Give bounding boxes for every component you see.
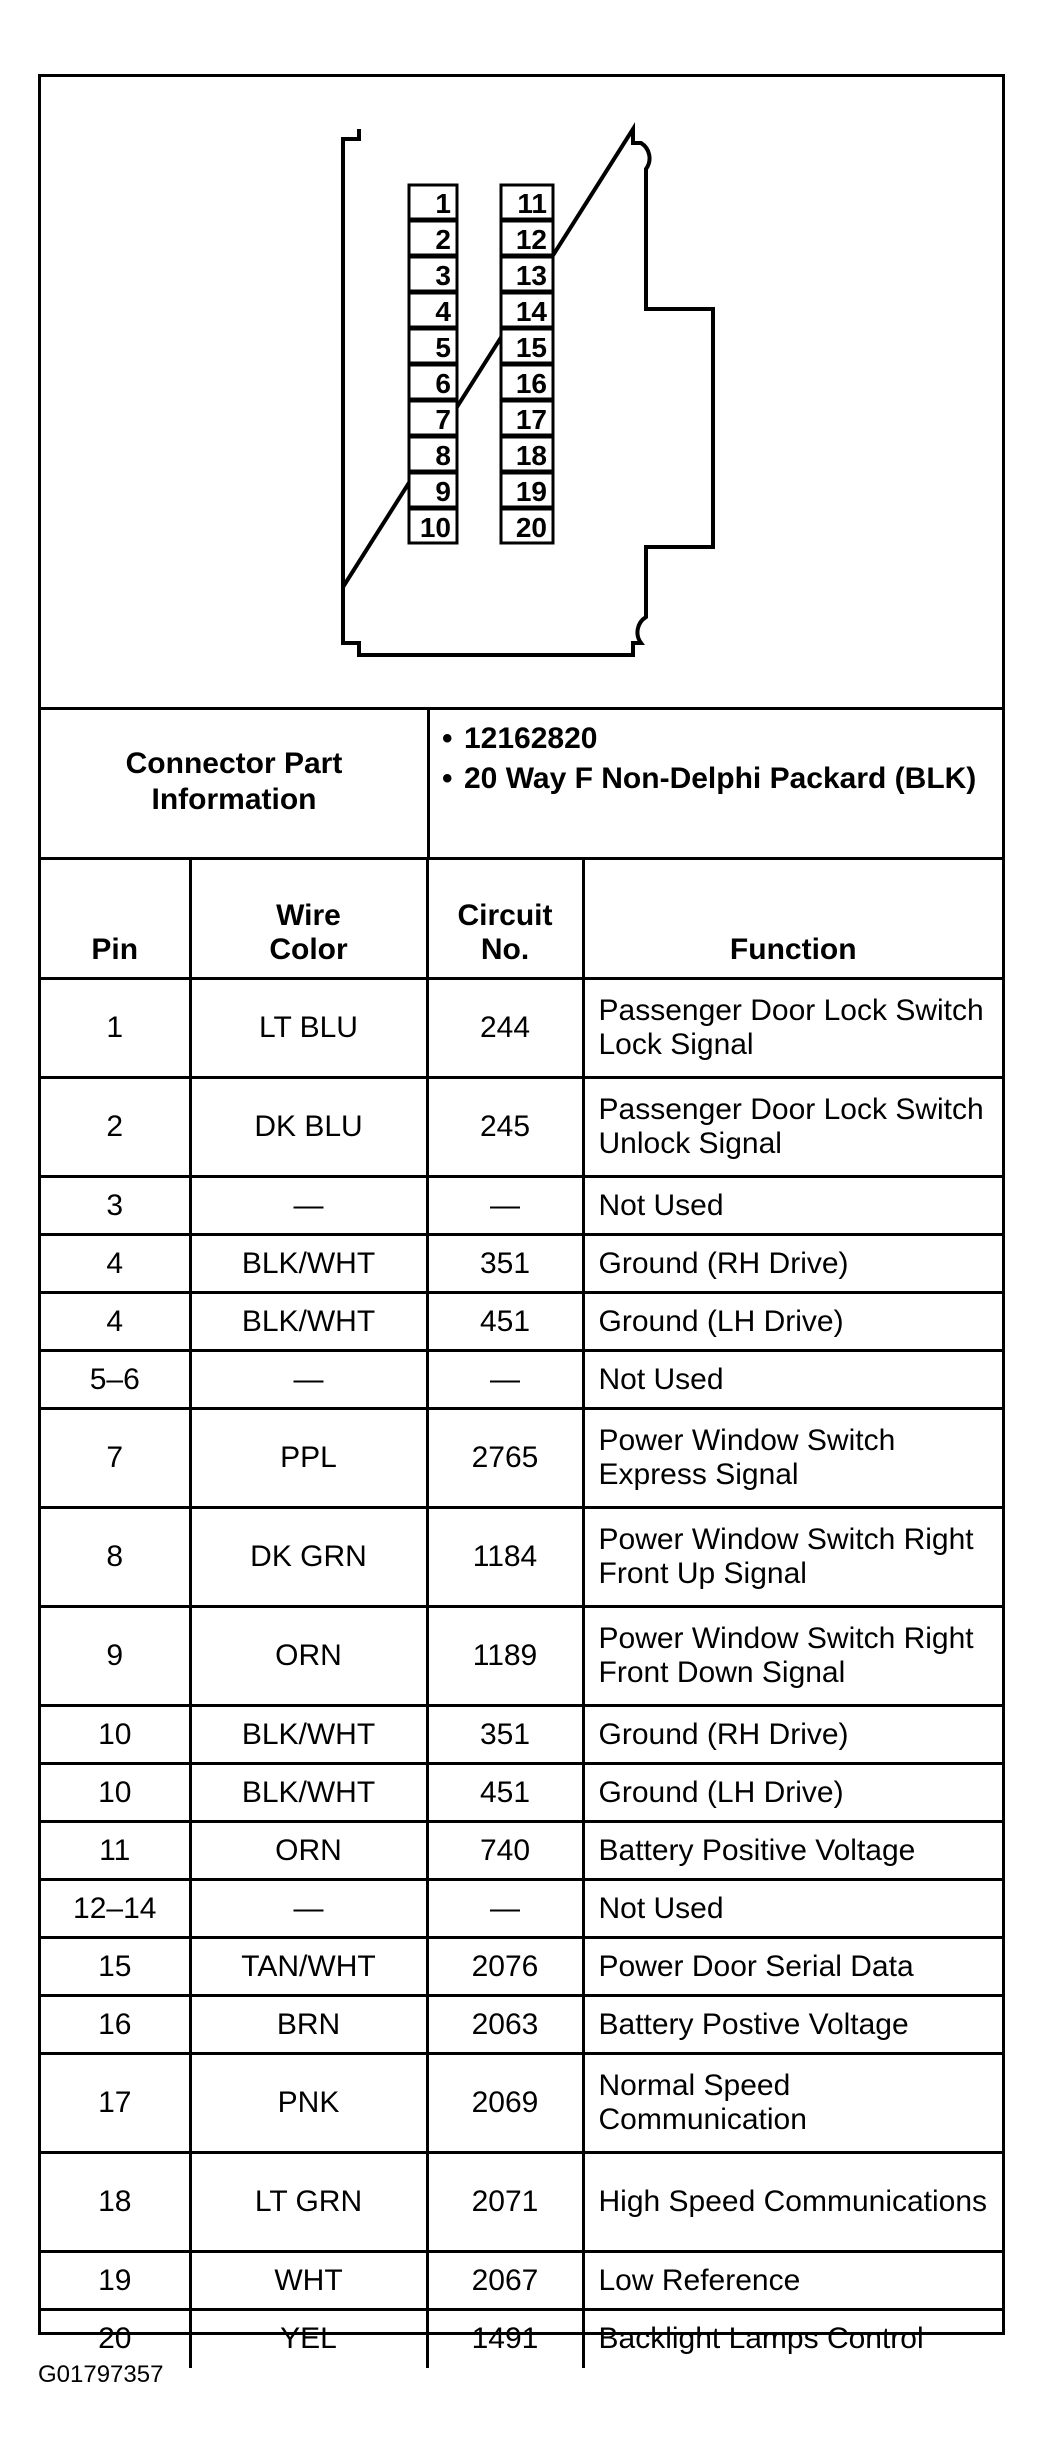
table-row (41, 1351, 1002, 1409)
connector-face-drawing (41, 77, 1002, 707)
connector-part-information (41, 707, 1002, 860)
table-row (41, 1235, 1002, 1293)
table-row (41, 2310, 1002, 2368)
pin-number: 11 (517, 188, 547, 219)
wire-color-cell: BLK/WHT (190, 1706, 427, 1764)
function-cell: Not Used (583, 1351, 1002, 1409)
pin-cell: 9 (41, 1607, 190, 1706)
function-cell: Power Door Serial Data (583, 1938, 1002, 1996)
wire-color-cell: TAN/WHT (190, 1938, 427, 1996)
wire-color-cell: PNK (190, 2054, 427, 2153)
pin-number: 20 (515, 512, 547, 543)
wire-color-cell: — (190, 1177, 427, 1235)
function-cell: Not Used (583, 1880, 1002, 1938)
wire-color-cell: ORN (190, 1607, 427, 1706)
pin-cell: 4 (41, 1235, 190, 1293)
pin-number: 10 (419, 512, 451, 543)
table-row (41, 1607, 1002, 1706)
function-cell: Ground (RH Drive) (583, 1235, 1002, 1293)
wire-color-cell: LT GRN (190, 2153, 427, 2252)
wire-color-cell: BRN (190, 1996, 427, 2054)
function-cell: Backlight Lamps Control (583, 2310, 1002, 2368)
header-pin: Pin (41, 857, 190, 979)
table-row (41, 1078, 1002, 1177)
pin-cell: 19 (41, 2252, 190, 2310)
table-row (41, 1996, 1002, 2054)
table-header-row (41, 857, 1002, 979)
table-row (41, 1938, 1002, 1996)
table-row (41, 1880, 1002, 1938)
table-row (41, 979, 1002, 1078)
function-cell: Ground (LH Drive) (583, 1764, 1002, 1822)
function-cell: Power Window Switch Right Front Up Signal (583, 1508, 1002, 1607)
circuit-cell: 2069 (427, 2054, 583, 2153)
wire-color-cell: — (190, 1351, 427, 1409)
wire-color-cell: BLK/WHT (190, 1293, 427, 1351)
circuit-cell: 1184 (427, 1508, 583, 1607)
circuit-cell: 2063 (427, 1996, 583, 2054)
table-row (41, 1706, 1002, 1764)
pin-number: 2 (435, 224, 451, 255)
connector-description: • 20 Way F Non-Delphi Packard (BLK) (430, 761, 990, 797)
function-cell: Low Reference (583, 2252, 1002, 2310)
wire-color-cell: DK GRN (190, 1508, 427, 1607)
circuit-cell: — (427, 1177, 583, 1235)
circuit-cell: 1491 (427, 2310, 583, 2368)
pin-column-right (501, 185, 553, 543)
wire-color-cell: DK BLU (190, 1078, 427, 1177)
circuit-cell: 245 (427, 1078, 583, 1177)
table-row (41, 2252, 1002, 2310)
pin-cell: 12–14 (41, 1880, 190, 1938)
pin-number: 3 (435, 260, 451, 291)
pin-number: 18 (515, 440, 547, 471)
wire-color-cell: YEL (190, 2310, 427, 2368)
pin-cell: 15 (41, 1938, 190, 1996)
pin-cell: 18 (41, 2153, 190, 2252)
header-function: Function (583, 857, 1002, 979)
table-row (41, 1409, 1002, 1508)
pin-number: 9 (435, 476, 451, 507)
connector-part-number: • 12162820 (430, 721, 990, 757)
header-circuit-no: Circuit No. (427, 857, 583, 979)
pin-cell: 16 (41, 1996, 190, 2054)
wire-color-cell: PPL (190, 1409, 427, 1508)
wire-color-cell: WHT (190, 2252, 427, 2310)
pin-cell: 10 (41, 1764, 190, 1822)
table-row (41, 2153, 1002, 2252)
pin-cell: 1 (41, 979, 190, 1078)
pin-cell: 20 (41, 2310, 190, 2368)
wire-color-cell: BLK/WHT (190, 1235, 427, 1293)
function-cell: Ground (LH Drive) (583, 1293, 1002, 1351)
pin-number: 4 (435, 296, 451, 327)
circuit-cell: — (427, 1880, 583, 1938)
circuit-cell: 740 (427, 1822, 583, 1880)
function-cell: Normal Speed Communication (583, 2054, 1002, 2153)
pin-cell: 4 (41, 1293, 190, 1351)
connector-sheet (38, 74, 1005, 2356)
figure-id: G01797357 (38, 2361, 164, 2388)
connector-info-label: Connector Part Information (41, 707, 430, 857)
pin-number: 12 (515, 224, 547, 255)
function-cell: Ground (RH Drive) (583, 1706, 1002, 1764)
pin-cell: 5–6 (41, 1351, 190, 1409)
wire-color-cell: — (190, 1880, 427, 1938)
pinout-table (41, 857, 1002, 2368)
pin-number: 17 (515, 404, 547, 435)
pin-number: 16 (515, 368, 547, 399)
pin-cell: 7 (41, 1409, 190, 1508)
connector-info-values (430, 721, 990, 801)
table-row (41, 2054, 1002, 2153)
table-row (41, 1822, 1002, 1880)
pin-cell: 17 (41, 2054, 190, 2153)
function-cell: Battery Positive Voltage (583, 1822, 1002, 1880)
pin-number: 13 (515, 260, 547, 291)
wire-color-cell: LT BLU (190, 979, 427, 1078)
table-row (41, 1508, 1002, 1607)
connector-diagram (41, 77, 1002, 710)
circuit-cell: — (427, 1351, 583, 1409)
pin-cell: 8 (41, 1508, 190, 1607)
function-cell: Power Window Switch Express Signal (583, 1409, 1002, 1508)
pin-number: 7 (435, 404, 451, 435)
pin-cell: 3 (41, 1177, 190, 1235)
circuit-cell: 1189 (427, 1607, 583, 1706)
pin-cell: 11 (41, 1822, 190, 1880)
header-wire-color: Wire Color (190, 857, 427, 979)
function-cell: Power Window Switch Right Front Down Signal (583, 1607, 1002, 1706)
wire-color-cell: ORN (190, 1822, 427, 1880)
pin-number: 19 (515, 476, 547, 507)
pin-cell: 2 (41, 1078, 190, 1177)
function-cell: Passenger Door Lock Switch Lock Signal (583, 979, 1002, 1078)
circuit-cell: 351 (427, 1706, 583, 1764)
function-cell: Battery Postive Voltage (583, 1996, 1002, 2054)
pin-number: 5 (435, 332, 451, 363)
pin-number: 6 (435, 368, 451, 399)
circuit-cell: 244 (427, 979, 583, 1078)
table-row (41, 1177, 1002, 1235)
function-cell: Passenger Door Lock Switch Unlock Signal (583, 1078, 1002, 1177)
pin-cell: 10 (41, 1706, 190, 1764)
circuit-cell: 451 (427, 1293, 583, 1351)
circuit-cell: 2765 (427, 1409, 583, 1508)
function-cell: Not Used (583, 1177, 1002, 1235)
table-row (41, 1764, 1002, 1822)
circuit-cell: 351 (427, 1235, 583, 1293)
wire-color-cell: BLK/WHT (190, 1764, 427, 1822)
function-cell: High Speed Communications (583, 2153, 1002, 2252)
pin-number: 15 (515, 332, 547, 363)
pin-number: 14 (515, 296, 547, 327)
circuit-cell: 2071 (427, 2153, 583, 2252)
circuit-cell: 2076 (427, 1938, 583, 1996)
pin-number: 1 (435, 188, 451, 219)
pin-column-left (409, 185, 457, 543)
pin-number: 8 (435, 440, 451, 471)
circuit-cell: 2067 (427, 2252, 583, 2310)
table-row (41, 1293, 1002, 1351)
circuit-cell: 451 (427, 1764, 583, 1822)
